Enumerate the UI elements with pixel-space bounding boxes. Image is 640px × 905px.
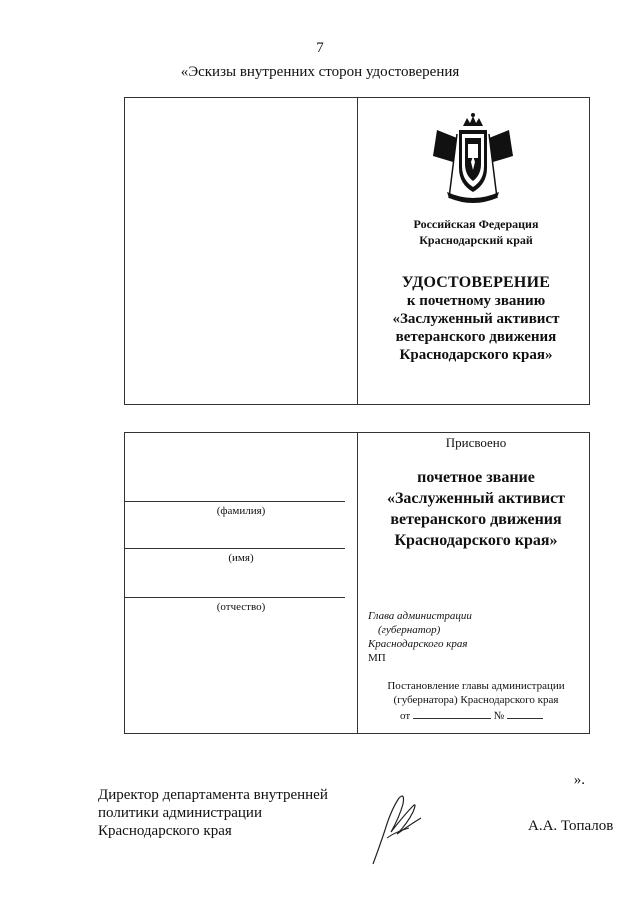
certificate-cover-spread <box>124 97 590 405</box>
number-blank-line <box>507 709 543 719</box>
card-fold-line <box>357 98 358 404</box>
title-line: «Заслуженный активист <box>392 311 560 327</box>
decree-text <box>365 679 587 707</box>
honorary-line: «Заслуженный активист <box>386 490 566 507</box>
assigned-label: Присвоено <box>445 435 507 450</box>
title-line: ветеранского движения <box>395 329 557 345</box>
director-line: политики администрации <box>98 805 262 821</box>
director-title <box>98 786 328 840</box>
honorary-line: Краснодарского края» <box>394 532 558 549</box>
name-line <box>125 548 345 549</box>
patronymic-label: (отчество) <box>216 601 266 613</box>
region-name: Краснодарский край <box>419 233 533 247</box>
closing-quote: ». <box>573 772 585 788</box>
sign-title: Глава администрации <box>368 610 472 622</box>
decree-line: (губернатора) Краснодарского края <box>393 694 559 706</box>
decree-line: Постановление главы администрации <box>387 680 565 692</box>
date-prefix: от <box>400 710 411 722</box>
surname-line <box>125 501 345 502</box>
certificate-heading: УДОСТОВЕРЕНИЕ <box>401 274 551 291</box>
krasnodar-coat-of-arms-icon <box>427 112 519 204</box>
certificate-inner-spread <box>124 432 590 734</box>
federation-header <box>365 216 587 248</box>
handwritten-signature-icon <box>365 788 455 868</box>
director-line: Краснодарского края <box>98 823 232 839</box>
date-blank-line <box>413 709 491 719</box>
sign-title: (губернатор) <box>378 624 441 636</box>
signer-name: А.А. Топалов <box>528 818 614 834</box>
honorary-title <box>365 467 587 551</box>
title-line: Краснодарского края» <box>399 347 553 363</box>
honorary-line: почетное звание <box>417 469 535 486</box>
name-label: (имя) <box>228 552 254 564</box>
stamp-place-label: МП <box>368 652 386 664</box>
number-prefix: № <box>493 710 505 722</box>
decree-date-row <box>400 709 543 722</box>
page-number: 7 <box>316 40 324 56</box>
patronymic-line <box>125 597 345 598</box>
title-line: к почетному званию <box>406 293 546 309</box>
sketch-title: «Эскизы внутренних сторон удостоверения <box>180 64 460 80</box>
certificate-title <box>365 274 587 364</box>
sign-title: Краснодарского края <box>368 638 468 650</box>
surname-label: (фамилия) <box>216 505 266 517</box>
honorary-line: ветеранского движения <box>390 511 562 528</box>
card-fold-line <box>357 433 358 733</box>
director-line: Директор департамента внутренней <box>98 787 328 803</box>
federation-name: Российская Федерация <box>413 217 539 231</box>
signature-block <box>368 609 472 665</box>
